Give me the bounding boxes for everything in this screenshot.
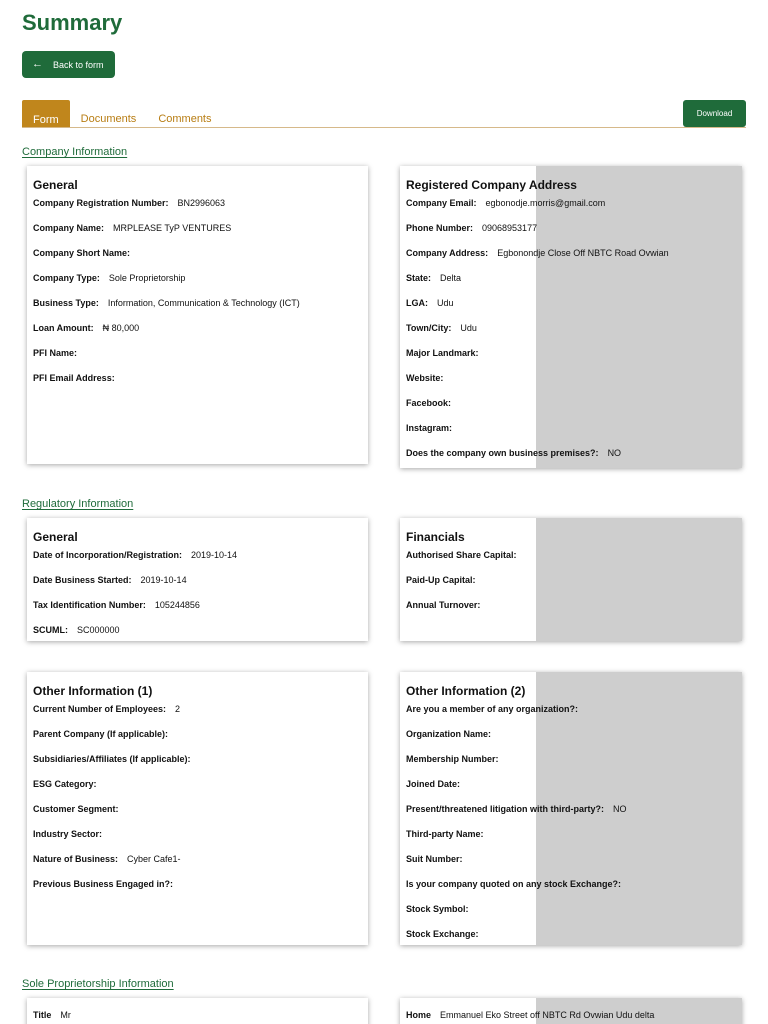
detail-value: Emmanuel Eko Street off NBTC Rd Ovwian Udu delta bbox=[440, 1010, 655, 1020]
detail-row bbox=[33, 600, 362, 625]
card-rows bbox=[33, 198, 362, 398]
card-sole-left bbox=[27, 998, 368, 1024]
back-to-form-label: Back to form bbox=[53, 59, 104, 70]
detail-row bbox=[33, 1010, 362, 1024]
card-title: Other Information (1) bbox=[33, 684, 153, 698]
page-title: Summary bbox=[22, 10, 123, 35]
detail-row bbox=[33, 854, 362, 879]
detail-row bbox=[406, 323, 736, 348]
detail-row bbox=[406, 754, 736, 779]
detail-value: Information, Communication & Technology (ICT) bbox=[107, 298, 300, 308]
detail-row bbox=[406, 854, 736, 879]
card-title: General bbox=[33, 178, 78, 192]
detail-row bbox=[406, 373, 736, 398]
download-button[interactable]: Download bbox=[683, 100, 746, 127]
detail-label: Date of Incorporation/Registration: bbox=[33, 550, 183, 560]
detail-row bbox=[33, 829, 362, 854]
detail-label: Subsidiaries/Affiliates (If applicable): bbox=[33, 754, 191, 764]
detail-row bbox=[33, 575, 362, 600]
detail-row bbox=[406, 575, 736, 600]
detail-value: 2019-10-14 bbox=[140, 575, 187, 585]
detail-label: Company Short Name: bbox=[33, 248, 131, 258]
detail-label: Phone Number: bbox=[406, 223, 474, 233]
back-to-form-button[interactable] bbox=[22, 51, 115, 78]
detail-value: egbonodje.morris@gmail.com bbox=[485, 198, 606, 208]
detail-label: Company Name: bbox=[33, 223, 105, 233]
detail-row bbox=[406, 348, 736, 373]
detail-label: Loan Amount: bbox=[33, 323, 94, 333]
detail-label: Parent Company (If applicable): bbox=[33, 729, 169, 739]
detail-label: PFI Name: bbox=[33, 348, 78, 358]
detail-row bbox=[33, 550, 362, 575]
detail-row bbox=[406, 448, 736, 468]
detail-row bbox=[33, 625, 362, 641]
card-rows bbox=[406, 198, 736, 468]
card-rows bbox=[33, 1010, 362, 1024]
detail-label: State: bbox=[406, 273, 432, 283]
detail-label: Town/City: bbox=[406, 323, 452, 333]
detail-value: Mr bbox=[60, 1010, 71, 1020]
detail-label: Nature of Business: bbox=[33, 854, 119, 864]
detail-label: Major Landmark: bbox=[406, 348, 479, 358]
detail-row bbox=[406, 879, 736, 904]
card-rows bbox=[406, 704, 736, 945]
detail-label: Website: bbox=[406, 373, 444, 383]
detail-value: Cyber Cafe1- bbox=[127, 854, 181, 864]
section-title-regulatory: Regulatory Information bbox=[22, 498, 134, 510]
detail-label: Third-party Name: bbox=[406, 829, 484, 839]
detail-row bbox=[406, 1010, 736, 1024]
card-rows bbox=[406, 1010, 736, 1024]
detail-label: Are you a member of any organization?: bbox=[406, 704, 579, 714]
detail-row bbox=[33, 298, 362, 323]
detail-label: ESG Category: bbox=[33, 779, 97, 789]
detail-label: Business Type: bbox=[33, 298, 99, 308]
detail-value: Udu bbox=[437, 298, 454, 308]
detail-value: 105244856 bbox=[154, 600, 200, 610]
detail-label: PFI Email Address: bbox=[33, 373, 115, 383]
detail-row bbox=[406, 929, 736, 945]
card-title: Registered Company Address bbox=[406, 178, 577, 192]
detail-label: Membership Number: bbox=[406, 754, 499, 764]
detail-label: Facebook: bbox=[406, 398, 452, 408]
detail-label: Customer Segment: bbox=[33, 804, 119, 814]
arrow-left-icon: ← bbox=[32, 58, 43, 70]
detail-label: Company Address: bbox=[406, 248, 489, 258]
detail-row bbox=[406, 829, 736, 854]
card-sole-right bbox=[400, 998, 742, 1024]
detail-row bbox=[406, 398, 736, 423]
detail-label: Paid-Up Capital: bbox=[406, 575, 476, 585]
detail-label: Instagram: bbox=[406, 423, 453, 433]
detail-label: Title bbox=[33, 1010, 52, 1020]
tab-form[interactable]: Form bbox=[22, 100, 70, 128]
detail-row bbox=[33, 198, 362, 223]
card-rows bbox=[33, 550, 362, 641]
detail-row bbox=[33, 804, 362, 829]
detail-row bbox=[406, 600, 736, 625]
detail-row bbox=[406, 423, 736, 448]
detail-row bbox=[406, 223, 736, 248]
detail-row bbox=[406, 779, 736, 804]
detail-label: Stock Exchange: bbox=[406, 929, 479, 939]
section-title-sole-proprietorship: Sole Proprietorship Information bbox=[22, 978, 174, 990]
detail-label: SCUML: bbox=[33, 625, 68, 635]
detail-value: ₦ 80,000 bbox=[102, 323, 140, 333]
detail-row bbox=[33, 754, 362, 779]
detail-row bbox=[33, 248, 362, 273]
tab-divider bbox=[22, 127, 746, 128]
detail-value: Sole Proprietorship bbox=[108, 273, 186, 283]
detail-row bbox=[33, 779, 362, 804]
card-financials bbox=[400, 518, 742, 641]
detail-row bbox=[33, 223, 362, 248]
card-title: General bbox=[33, 530, 78, 544]
detail-row bbox=[406, 804, 736, 829]
detail-label: LGA: bbox=[406, 298, 428, 308]
card-general bbox=[27, 166, 368, 464]
card-title: Financials bbox=[406, 530, 465, 544]
detail-label: Authorised Share Capital: bbox=[406, 550, 517, 560]
detail-label: Is your company quoted on any stock Exchange?: bbox=[406, 879, 622, 889]
tab-bar bbox=[22, 100, 223, 128]
card-other-info-2 bbox=[400, 672, 742, 945]
detail-label: Does the company own business premises?: bbox=[406, 448, 599, 458]
detail-row bbox=[33, 729, 362, 754]
detail-row bbox=[406, 904, 736, 929]
card-registered-address bbox=[400, 166, 742, 468]
detail-row bbox=[406, 248, 736, 273]
card-rows bbox=[406, 550, 736, 625]
detail-label: Tax Identification Number: bbox=[33, 600, 146, 610]
detail-value: Udu bbox=[460, 323, 477, 333]
detail-value: 2 bbox=[175, 704, 181, 714]
detail-row bbox=[406, 704, 736, 729]
detail-row bbox=[33, 704, 362, 729]
detail-row bbox=[33, 373, 362, 398]
detail-label: Organization Name: bbox=[406, 729, 492, 739]
detail-value: Egbonondje Close Off NBTC Road Ovwian bbox=[497, 248, 669, 258]
detail-row bbox=[406, 550, 736, 575]
detail-row bbox=[33, 323, 362, 348]
detail-label: Joined Date: bbox=[406, 779, 461, 789]
detail-value: BN2996063 bbox=[177, 198, 226, 208]
detail-label: Stock Symbol: bbox=[406, 904, 469, 914]
detail-row bbox=[406, 298, 736, 323]
detail-value: NO bbox=[607, 448, 622, 458]
detail-value: Delta bbox=[440, 273, 462, 283]
detail-row bbox=[33, 879, 362, 904]
detail-label: Suit Number: bbox=[406, 854, 463, 864]
card-other-info-1 bbox=[27, 672, 368, 945]
detail-row bbox=[406, 729, 736, 754]
detail-label: Annual Turnover: bbox=[406, 600, 481, 610]
detail-value: SC000000 bbox=[77, 625, 120, 635]
tab-documents[interactable]: Documents bbox=[80, 113, 137, 125]
detail-row bbox=[33, 273, 362, 298]
detail-value: NO bbox=[613, 804, 627, 814]
card-rows bbox=[33, 704, 362, 904]
detail-value: 09068953177 bbox=[482, 223, 538, 233]
detail-value: MRPLEASE TyP VENTURES bbox=[113, 223, 232, 233]
detail-label: Date Business Started: bbox=[33, 575, 132, 585]
card-reg-general bbox=[27, 518, 368, 641]
detail-row bbox=[406, 198, 736, 223]
card-title: Other Information (2) bbox=[406, 684, 526, 698]
detail-label: Home bbox=[406, 1010, 432, 1020]
detail-label: Industry Sector: bbox=[33, 829, 103, 839]
detail-row bbox=[406, 273, 736, 298]
detail-label: Company Registration Number: bbox=[33, 198, 169, 208]
section-title-company: Company Information bbox=[22, 146, 128, 158]
detail-label: Current Number of Employees: bbox=[33, 704, 167, 714]
detail-label: Present/threatened litigation with third-party?: bbox=[406, 804, 605, 814]
detail-label: Previous Business Engaged in?: bbox=[33, 879, 174, 889]
detail-value: 2019-10-14 bbox=[191, 550, 238, 560]
detail-label: Company Email: bbox=[406, 198, 477, 208]
tab-comments[interactable]: Comments bbox=[158, 113, 212, 125]
detail-label: Company Type: bbox=[33, 273, 100, 283]
detail-row bbox=[33, 348, 362, 373]
